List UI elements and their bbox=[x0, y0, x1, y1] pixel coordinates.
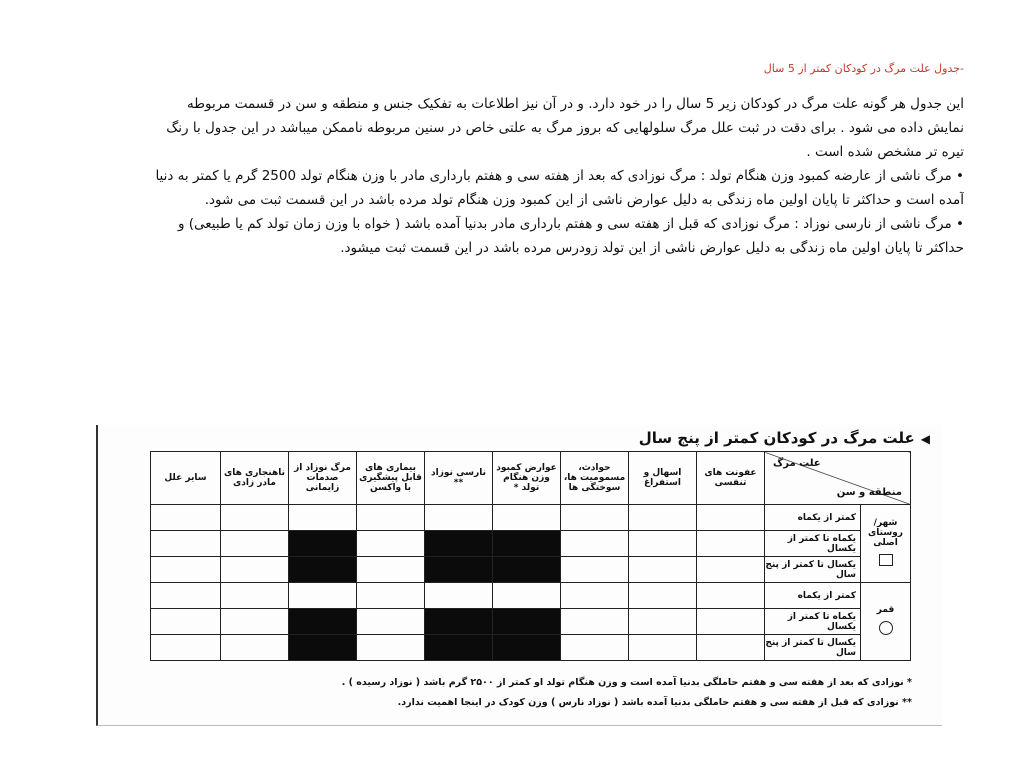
bullet-low-birth-weight: • مرگ ناشی از عارضه کمبود وزن هنگام تولد : مرگ نوزادی که بعد از هفته سی و هفتم بارداری مادر با وزن هنگام تولد 2500 گرم یا کمتر به دنیا bbox=[155, 168, 964, 184]
region-rural: قمر bbox=[861, 583, 911, 661]
body-text bbox=[60, 92, 964, 260]
scanned-form-image bbox=[96, 425, 942, 726]
column-header: اسهال و استفراغ bbox=[629, 452, 697, 505]
bullet-prematurity: • مرگ ناشی از نارسی نوزاد : مرگ نوزادی که قبل از هفته سی و هفتم بارداری مادر بدنیا آمده باشد ( خواه با وزن زمان تولد کم یا طبیعی) و bbox=[177, 216, 964, 232]
square-icon bbox=[879, 554, 893, 566]
paragraph-line: تیره تر مشخص شده است . bbox=[806, 144, 964, 160]
triangle-icon: ◀ bbox=[920, 432, 930, 446]
paragraph-line: نمایش داده می شود . برای دقت در ثبت علل مرگ سلولهایی که بروز مرگ به علتی خاص در سنین مربوطه ناممکن میباشد در این جدول با رنگ bbox=[166, 120, 964, 136]
column-header: عوارض کمبود وزن هنگام تولد * bbox=[493, 452, 561, 505]
age-label: کمتر از یکماه bbox=[765, 505, 861, 531]
section-heading: -جدول علت مرگ در کودکان کمتر از 5 سال bbox=[763, 62, 964, 75]
age-label: یکسال تا کمتر از پنج سال bbox=[765, 635, 861, 661]
column-header: حوادث، مسمومیت ها، سوختگی ها bbox=[561, 452, 629, 505]
bullet-low-birth-weight-cont: آمده است و حداکثر تا پایان اولین ماه زندگی به دلیل عوارض ناشی از این کمبود وزن هنگام تولد مرده باشد در این قسمت ثبت می شود. bbox=[204, 192, 964, 208]
death-cause-table bbox=[150, 451, 911, 661]
circle-icon bbox=[879, 621, 893, 635]
column-header: نارسی نوزاد ** bbox=[425, 452, 493, 505]
column-header: سایر علل bbox=[151, 452, 221, 505]
bullet-prematurity-cont: حداکثر تا پایان اولین ماه زندگی به دلیل عوارض ناشی از این تولد زودرس مرده باشد در این قسمت ثبت میشود. bbox=[340, 240, 964, 256]
age-label: کمتر از یکماه bbox=[765, 583, 861, 609]
column-header: مرگ نوزاد از صدمات زایمانی bbox=[289, 452, 357, 505]
paragraph-line: این جدول هر گونه علت مرگ در کودکان زیر 5 سال را در خود دارد. و در آن نیز اطلاعات به تفکیک جنس و منطقه و سن در قسمت مربوطه bbox=[187, 96, 964, 112]
column-header: عفونت های تنفسی bbox=[697, 452, 765, 505]
age-label: یکسال تا کمتر از پنج سال bbox=[765, 557, 861, 583]
column-header: بیماری های قابل پیشگیری با واکسن bbox=[357, 452, 425, 505]
form-title: ◀علت مرگ در کودکان کمتر از پنج سال bbox=[638, 429, 930, 447]
corner-header: علت مرگ منطقه و سن bbox=[765, 452, 911, 505]
footnote: * نوزادی که بعد از هفته سی و هفتم حاملگی بدنیا آمده است و وزن هنگام تولد او کمتر از ۲۵۰۰ گرم باشد ( نوزاد رسیده ) . bbox=[341, 677, 912, 688]
age-label: یکماه تا کمتر از یکسال bbox=[765, 531, 861, 557]
column-header: ناهنجاری های مادر زادی bbox=[221, 452, 289, 505]
age-label: یکماه تا کمتر از یکسال bbox=[765, 609, 861, 635]
region-urban: شهر/ روستای اصلی bbox=[861, 505, 911, 583]
footnote: ** نوزادی که قبل از هفته سی و هفتم حاملگی بدنیا آمده باشد ( نوزاد نارس ) وزن کودک در اینجا اهمیت ندارد. bbox=[397, 697, 912, 708]
